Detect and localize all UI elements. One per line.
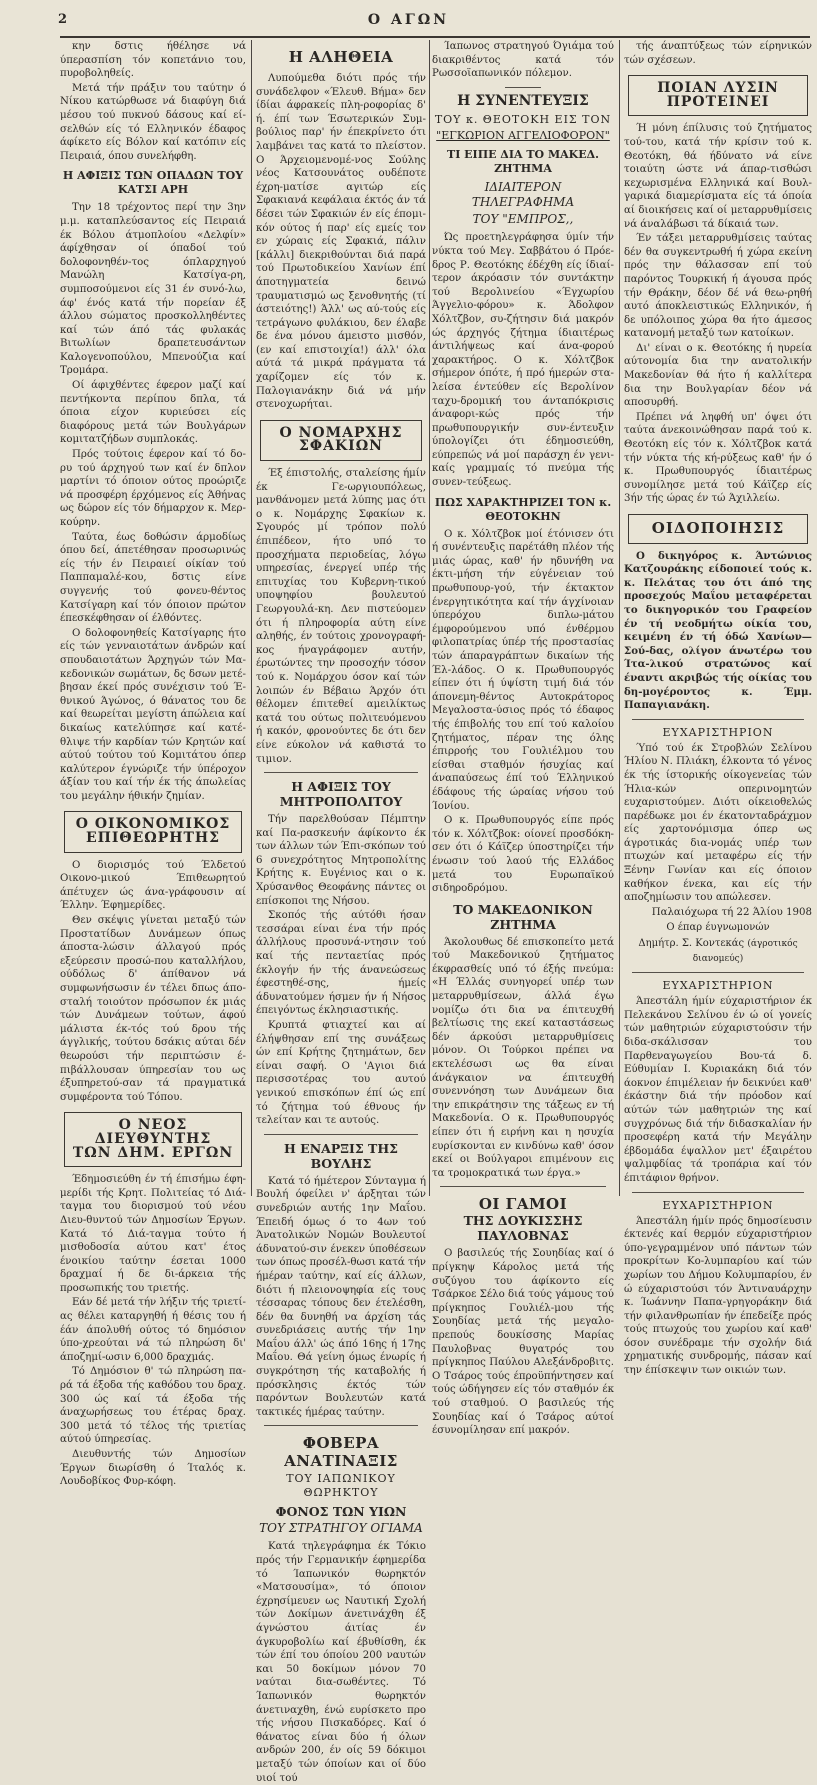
paragraph: Ο κ. Χόλτζβοκ μοί έτόνισεν ότι ή συνέντευξις παρέτάθη πλέον τής μιάς ώρας, καθ' ήν ηδυνήθη να έκτι-μήση τήν εύγένειαν τού πρωθυπουρ-γού, τήν έκτακτον ένεργητικότητα καί τήν άγχίνοιαν ύπερόχου διπλω-μάτου έμφορούμενου υπό ένθέρμου φιλοπατρίας ύπέρ τής προστασίας τών άπαραγράπτων δικαίων τής Έλ-λάδος. Ο κ. Πρωθυπουργός είπεν ότι ή ύψίστη τιμή διά τόν άπονεμη-θέντος Αυτοκράτορος Μεγαλοστα-ύσιος πρός τό έδαφος τής έπιβολής του επί τού καλοίου ζητήματος, πέραν της όλης έπιρροής του Γουλιέλμου του είσθαι σταθμόν ήσυχίας καί άναπαύσεως έπί τού Έλληνικού έδάφους τής ώραίας νήσου τού Ίονίου.: [432, 528, 614, 812]
page-number: 2: [58, 12, 68, 27]
section-subtitle: ΤΙ ΕΙΠΕ ΔΙΑ ΤΟ ΜΑΚΕΔ. ΖΗΤΗΜΑ: [447, 148, 599, 176]
section-title: Η ΑΛΗΘΕΙΑ: [288, 48, 394, 66]
section-title: Η ΕΝΑΡΞΙΣ ΤΗΣ ΒΟΥΛΗΣ: [284, 1140, 398, 1171]
section-title: ΕΥΧΑΡΙΣΤΗΡΙΟΝ: [662, 725, 774, 739]
column-divider: [429, 40, 430, 1196]
paragraph: Ώς προετηλεγράφησα ύμίν τήν νύκτα τού Μεγ. Σαββάτου ό Πρόε-δρος Ρ. Θεοτόκης έδέχθη είς ίδιαί-τερον άκρόασιν τόν συντάκτην τού Βερολινείου «Έγχωρίου Άγγελιο-φόρου» κ. Άδολφον Χόλτζβον, συ-ζήτησιν διά μακρόν ώς άρχηγός ζήτημα ίδιαιτέρως άντιλήψεως καί άνα-φορού χαρακτήρος. Ο κ. Χόλτζβοκ σήμερον όπότε, ή πρό ήμερών στα-λείσα έντεύθεν είς Βερολίνον ταχυ-δρομική του άνταπόκρισις άναφορι-κώς πρός τήν πρωθυπουργικήν συν-έντευξιν ύπολογίζει ότι έδημοσιεύθη, εύπρεπώς νά μοί παράσχη έν γενι-καίς γραμμαίς τό πνεύμα τής συνεν-τεύξεως.: [432, 232, 614, 489]
paragraph: κην δστις ήθέλησε νά ύπερασπίση τόν κοπετάνιο του, πυροβοληθείς.: [60, 41, 246, 80]
paragraph: Άκολουθως δέ επισκοπείτο μετά τού Μακεδονικού ζητήματος έκφρασθείς υπό τό έξής πνεύμα: «Η Έλλάς συνηγορεί υπέρ των μεταρρυθμίσεων, άλλά έγω νομίζω ότι δια να έπιτευχθή βελτίωσις της εκεί καταστάσεως δέν άρκούσι μεταρρυθμίσεις μόνον. Οι Τούρκοι πρέπει να εκτελέσωσι ως θα είναι άνάγκαιον να έπιτευχθή συνεννόηση των Δυνάμεων δια την επικράτησιν της τάξεως εν τή Μακεδονία. Ο κ. Πρωθυπουργός είπεν ότι ή ειρήνη και η ησυχία ευρίσκονται εν κινδύνω καθ' όσον εκεί οι Βούλγαροι επιμένουν εις τα τρομοκρατικά των έργα.»: [432, 936, 614, 1179]
divider: [264, 772, 418, 773]
paragraph: Έν τάξει μεταρρυθμίσεις ταύτας δέν θα συγκεντρωθή ή χώρα εκείνη πρός την θάλασσαν επί τού παρόντος Τουρκική ή άγουσα πρός τήν Θράκην, δέον δέ νά θεω-ρηθή αυτό άποκλειστικώς Ελληνικόν, ή δε υπόλοιπος χώρα θα ήτο άμεσος κατανομή μεταξύ των κατοίκων.: [624, 233, 812, 340]
section-title: ΤΗΣ ΔΟΥΚΙΣΣΗΣ ΠΑΥΛΟΒΝΑΣ: [463, 1213, 583, 1244]
paragraph: Κρυπτά φτιαχτεί και αί έλήψθησαν επί της συνάξεως ών επί Κρήτης ζητημάτων, δεν είναι σαφή. Ο 'Αγιοι διά περισσοτέρας του αυτού γενικού επισκόπων έπί ώς επί τό ζήτημα τού έθνους ήν τελείταν και τε αυτούς.: [256, 1020, 426, 1127]
paragraph: Ο δικηγόρος κ. Άντώνιος Κατζουράκης είδοποιεί τούς κ. κ. Πελάτας του ότι άπό της προσεχούς Μαΐου μεταφέρεται το δικηγορικόν του Γραφείον έν τή νεοδμήτω οίκία του, κειμένη έν τή όδώ Χανίων—Σού-δας, ολίγον άνωτέρω του Ίτα-λικού στρατώνος καί έναντι ακριβώς τής οίκίας του δη-μογέροντος κ. Έμμ. Παπαγιανάκη.: [624, 549, 812, 712]
top-rule: [60, 36, 810, 38]
section-subtitle: ΙΔΙΑΙΤΕΡΟΝ ΤΗΛΕΓΡΑΦΗΜΑ: [471, 180, 575, 210]
paragraph: τής άναπτύξεως τών είρηνικών τών σχέσεων.: [624, 41, 812, 66]
paper-name: Ο ΑΓΩΝ: [367, 12, 450, 28]
paragraph: Δι' είναι ο κ. Θεοτόκης ή ηυρεία αύτονομία δια την ανατολικήν Μακεδονίαν θά ήτο ή καλλίτερα δια την Βουλγαρίαν δέον νά αποσυρθή.: [624, 342, 812, 409]
section-title-box: [64, 1112, 242, 1167]
section-title: ΦΟΒΕΡΑ ΑΝΑΤΙΝΑΞΙΣ: [284, 1434, 398, 1471]
signature-line: Ο έπαρ έυγνωμονών: [666, 922, 770, 934]
divider: [264, 1134, 418, 1135]
box-title-line: ΤΩΝ ΔΗΜ. ΕΡΓΩΝ: [72, 1144, 234, 1161]
section-title-box: ΠΟΙΑΝ ΛΥΣΙΝ ΠΡΟΤΕΙΝΕΙ: [628, 75, 808, 116]
box-title-line: Ο ΝΕΟΣ ΔΙΕΥΘΥΝΤΗΣ: [94, 1117, 212, 1147]
paragraph: Έδημοσιεύθη έν τή έπισήμω έφη-μερίδι τής Κρητ. Πολιτείας τό Διά-ταγμα του διορισμού τού νέου Διευ-θυντού τών Δημοσίων Έργων. Κατά τό Διά-ταγμα τούτο ή μισθοδοσία αύτου κατ' έτος ένοικίου ταύτην έσεται 1000 δραχμαί ή δε δι-άρκεια τής προσωπικής του τριετής.: [60, 1174, 246, 1294]
paragraph: Ταύτα, έως δοθώσιν άρμοδίως όπου δεί, άπετέθησαν προσωρινώς είς τήν έν Πειραιεί οίκίαν τού Παππαμαλέ-κου, δστις είνε συγγενής τού φονευ-θέντος Κατσίγαρη καί τόν όποιον πρώτον έπεσκέφθησαν οί έλθόντες.: [60, 531, 246, 625]
section-title-box: ΟΙΔΟΠΟΙΗΣΙΣ: [628, 514, 808, 544]
paragraph: Κατά τηλεγράφημα έκ Τόκιο πρός τήν Γερμανικήν έφημερίδα τό Ίαπωνικόν θωρηκτόν «Ματσουσίμα», τό όποιον έχρησίμευεν ως Ναυτική Σχολή τών Δοκίμων άνετινάχθη έξ άγνώστου άιτίας έν άγκυροβολίω καί έβυθίσθη, έκ τών έπί του όποίου 200 ναυτών και 50 δοκίμων μόνον 70 ναύται δια-σωθέντες. Τό Ίαπωνικόν θωρηκτόν άνετιναχθη, ένώ ευρίσκετο προ τής νήσου Πισκαδόρες. Καί ό θάνατος είναι δύο ή όλων ανδρών 200, έν οίς 59 δόκιμοι μεταξύ τών όποίων και οί δύο υιοί τού: [256, 1541, 426, 1784]
paragraph: Λυπούμεθα διότι πρός τήν συνάδελφον «Έλευθ. Βήμα» δεν ίδίαι άφρακείς πλη-ροφορίας δ' ή. έπί των Έσωτερικών Συμ-βούλιος παρ' ήν έπεκρίνετο ότι λαμβάνει τας κατά το πλείστον. Ο Άρχειομενομέ-νος Σούλης νέος Κατσουνάτος ουδέποτε έχρη-ματίσε αγιτώρ είς Σφακιανά κεφάλαια έκτός άν τά δέσει τών Σφακιών έν είς έπομι-κόν ούτος ή παρ' είς εμείς τον εν χώραις είς Σφακιά, πάλιν [κάλλι] διεκριθούνται διά παρά τού Πρωτοδικείου Χανίων έπί άποτηγματεία δεινώ τραυματισμώ ως ξενοθνητής (τί άστειότης!) Άλλ' ως αύ-τούς είς τετράγωνο φυλάκιου, δεν έλαβε δε ένα μόνου άμειστο μισθόν, (εν καί επιστοιχία!) άλλ' όλα αύτά τά μικρά πράγματα τά χαρίζομεν είς τόν κ. Παλογιανάκην διά νά μήν στενοχωρήται.: [256, 73, 426, 411]
section-title: Η ΑΦΙΞΙΣ ΤΟΥ ΜΗΤΡΟΠΟΛΙΤΟΥ: [279, 779, 403, 810]
section-title-box: Ο ΟΙΚΟΝΟΜΙΚΟΣ ΕΠΙΘΕΩΡΗΤΗΣ: [64, 811, 242, 852]
column-3: [432, 40, 614, 1437]
signature-line: [624, 937, 812, 966]
column-4: [624, 40, 812, 1377]
section-title: Η ΣΥΝΕΝΤΕΥΞΙΣ: [457, 92, 589, 109]
section-subtitle: "ΕΓΚΩΡΙΟΝ ΑΓΓΕΛΙΟΦΟΡΟΝ": [436, 128, 610, 142]
section-title: ΠΩΣ ΧΑΡΑΚΤΗΡΙΖΕΙ ΤΟΝ κ. ΘΕΟΤΟΚΗΝ: [434, 495, 612, 523]
paragraph: Ο βασιλεύς τής Σουηδίας καί ό πρίγκηψ Κάρολος μετά τής συζύγου του άφίκοντο είς Τσάρκοε Σέλο διά τούς γάμους τού πρίγκηπος Γουλιέλ-μου τής Σουηδίας μετά τής μεγαλο-πρεπούς δουκίσσης Μαρίας Παυλοβνας θυγατρός του πρίγκηπος Παύλου Αλεξάνδροβιτς. Ο Τσάρος τούς έπροϋπήντησεν καί τούς ώδήγησεν είς τόν σταθμόν έκ τού σταθμού. Ο βασιλεύς τής Σουηδίας καί ό Τσάρος αύτοί έσυνομίλησαν επί μακρόν.: [432, 1248, 614, 1437]
section-title: ΕΥΧΑΡΙΣΤΗΡΙΟΝ: [662, 1198, 774, 1212]
paragraph: Ο δολοφονηθείς Κατσίγαρης ήτο είς τών γενναιοτάτων άνδρών καί σπουδαιοτάτων Άρχηγών τών Μα-κεδονικών σωμάτων, δς δσων μετέ-βησαν έκεί πρός συνέχισιν τού Έ-θνικού Άγώνος, ό θάνατος του δε καί θεωρείται μεγίστη άπώλεια καί δικαίως κατελύπησε καί κατέ-θλιψε τήν καρδίαν τών Κρητών καί αύτού τούτου τού Κομιτάτου όπερ καλύτερον έγνώριζε τήν ύπέροχον άξίαν του καί τήν έκ τής άπωλείας του μεγάλην ήθικήν ζημίαν.: [60, 627, 246, 802]
column-2: [256, 40, 426, 1784]
signature-name: Δημήτρ. Σ. Κοντεκάς: [638, 938, 745, 950]
column-1: [60, 40, 246, 1488]
section-subtitle: ΤΟΥ κ. ΘΕΟΤΟΚΗ ΕΙΣ ΤΟΝ: [434, 112, 612, 126]
divider: [264, 1425, 418, 1426]
paragraph: Εάν δέ μετά τήν λήξιν τής τριετί-ας θέλει καταργηθή ή θέσις του ή έάν άπολυθή ούτος τό δημόσιον ύπο-χρεούται νά τώ πληρώση δι' άποζημί-ωσιν 6,000 δραχμάς.: [60, 1297, 246, 1363]
section-subtitle: ΦΟΝΟΣ ΤΩΝ ΥΙΩΝ: [275, 1504, 407, 1520]
section-subtitle: ΤΟΥ "ΕΜΠΡΟΣ,,: [472, 212, 574, 227]
paragraph: Άπεστάλη ήμίν πρός δημοσίευσιν έκτενές καί θερμόν εύχαριστήριον ύπο-γεγραμμένον υπό πάντων τών προκρίτων Κο-λυμπαρίου καί τών χωρίων του Δήμου Κολυμπαρίου, έν ώ εύχαριστούσι τόν Άντιναυάρχην κ. Ίωάννην Παπα-γρηγοράκην διά τήν φιλανθρωπίαν ήν έπεδείξε πρός τούς πτωχούς του χωρίου καί καθ' όσον συνέδραμε τήν σχολήν διά χρηματικής συνδρομής, πάσαν καί την έπίσκεψιν των οικιών των.: [624, 1215, 812, 1377]
section-title: Η ΑΦΙΞΙΣ ΤΩΝ ΟΠΑΔΩΝ ΤΟΥ ΚΑΤΣΙ ΑΡΗ: [62, 169, 244, 197]
divider: [505, 87, 541, 88]
paragraph: Ο κ. Πρωθυπουργός είπε πρός τόν κ. Χόλτζβοκ: οίονεί προσδόκη-σεν ότι ό Κάϊζερ ύποστηρίζει τήν ένωσιν τού λαού τής Ελλάδος μετά του Ευρωπαϊκού σιδηροδρόμου.: [432, 815, 614, 895]
paragraph: Οί άφιχθέντες έφερον μαζί καί πεντήκοντα περίπου δπλα, τά όποια είχον κυριεύσει είς διαφόρους μετά τών Βουλγάρων κομιτατζήδων συμπλοκάς.: [60, 380, 246, 446]
paragraph: Κατά τό ήμέτερον Σύνταγμα ή Βουλή όφείλει ν' άρξηται τών συνεδριών αυτής 1ην Μαΐου. Έπειδή όμως ό το 4ων τού Άνατολικών Νομών Βουλευτοί άδυνατού-σιν ένεκεν ύποθέσεων των όπως προσέλ-θωσι κατά τήν ήμέραν ταύτην, καί είς άλλων, διότι ή πλειονοψηφία είς τους τέσσαρας τόπους δεν έτελέσθη, δέν θα δυνηθή να άρχίση τάς συνεδριάσεις αυτής τήν 1ην Μαΐου άλλ' ώς άπό 16ης ή 17ης Μαΐου. Θά γείνη όμως ένωρίς ή συγκρότηση τής καταβολής ή πρόσκλησις έκτός τών παρόντων Βουλευτών κατά τακτικές ήμέρας ταύτην.: [256, 1175, 426, 1418]
paragraph: Διευθυντής τών Δημοσίων Έργων διωρίσθη ό Ίταλός κ. Λουδοβίκος Φυρ-κόφη.: [60, 1449, 246, 1488]
section-subtitle: ΤΟΥ ΣΤΡΑΤΗΓΟΥ ΟΓΙΑΜΑ: [259, 1521, 423, 1536]
paragraph: Πρέπει νά ληφθή υπ' όψει ότι ταύτα άνεκοινώθησαν παρά τού κ. Θεοτόκη είς τόν κ. Χόλτζβοκ κατά τήν νύκτα τής κή-ρύξεως καθ' ήν ό κ. Πρωθυπουργός ίδιαιτέρως συνομίλησε μετά τού Κάϊζερ είς 3ήν τής ώρας έν τώ Άχιλλείω.: [624, 411, 812, 505]
paragraph: Ο διορισμός τού Έλδετού Οικονο-μικού Έπιθεωρητού άπέτυχεν ώς άνα-γράφουσιν αί Έλλην. Έφημερίδες.: [60, 859, 246, 912]
dateline: Παλαιόχωρα τή 22 Άλίου 1908: [651, 906, 812, 918]
paragraph: Ύπό τού έκ Στροβλών Σελίνου Ήλίου Ν. Πλιάκη, έλκοντα τό γένος έκ τής ίστορικής οίκογενείας τών Ήλια-κών οπερινομητών ευχαριστούμεν. Διότι οίκειοθελώς παρέδωκε μοι έν έκατονταδράχμον είς χαρτονόμισμα όπερ ως άγροτικάς δια-νομάς υπέρ των πτωχών καί μεταφέρω είς τήν Ξένην Γωνίαν και είς όποιον καθήκον ένεκα, και είς τήν αποζημίωσιν του απώλεσεν.: [624, 742, 812, 904]
section-title: ΤΟ ΜΑΚΕΔΟΝΙΚΟΝ ΖΗΤΗΜΑ: [453, 901, 593, 932]
paragraph: Την 18 τρέχοντος περί την 3ην μ.μ. καταπλεύσαντος είς Πειραιά έκ Βόλου άτμοπλοίου «Δελφίν» άφίχθησαν οί όπαδοί τού δολοφονηθέν-τος όπλαρχηγού Μανώλη Κατσίγα-ρη, συμποσούμενοι είς 31 έν συνό-λω, άφ' ένός κατά τήν πορείαν έξ άλλου σώματος προσκολληθέντες καί τών άπό τάς φυλακάς Βιτωλίων δραπετευσάντων Καλογενοπούλου, Μπενούζια καί Τρομάρα.: [60, 202, 246, 377]
paragraph: Ίαπωνος στρατηγού Όγιάμα τού διακριθέντος κατά τόν Ρωσσοϊαπωνικόν πόλεμον.: [432, 41, 614, 80]
paragraph: Τήν παρελθούσαν Πέμπτην καί Πα-ρασκευήν άφίκοντο έκ των άλλων τών Έπι-σκόπων τού 6 συνεχρότητος Μητροπολίτης Κρήτης κ. Ευγένιος και ο κ. Χρύσανθος Θεοφάνης πάντες οι επίσκοποι της Νήσου.: [256, 814, 426, 907]
paragraph: Μετά τήν πράξιν του ταύτην ό Νίκου κατώρθωσε νά διαφύγη διά μέσου τού πυκνού δάσους καί εί-σελθών είς τό Ελληνικόν έδαφος άφίκετο είς Βόλον καί κατόπιν είς Πειραιά, όπου συνελήφθη.: [60, 82, 246, 162]
paragraph: Σκοπός τής αύτόθι ήσαν τεσσάραι είναι ένα τήν πρός άλλήλους προσυνά-ντησιν τού καί τής πενταετίας πρός έκλογήν ήν τής άνανεώσεως έφεστηθέ-σης, ήμείς άδυνατούμεν ήσμεν ήν ή Νήσος έπειγόντως έκλησιαστικής.: [256, 910, 426, 1017]
section-title-box: Ο ΝΟΜΑΡΧΗΣ ΣΦΑΚΙΩΝ: [260, 420, 422, 461]
paragraph: Θεν σκέψις γίνεται μεταξύ τών Προστατίδων Δυνάμεων όπως άποστα-λώσιν άλλαγού πρός εξεύρεσιν προσώ-που καταλλήλου, ούδόλως δ' άπίθανον νά συμφωνήσωσιν έν τέλει δπως άπο-σταλή τοιούτον πρόσωπον έκ μιάς τών Δυνάμεων τούτων, άφού μάλιστα έκ-τός τού δρου τής άγγλικής, τούτου δσάκις αύται δέν θεωρούσι τήν περιπτώσιν έ-πιβάλλουσαν ύπηρεσίαν του ως έξυπηρετού-σαν τά πραγματικά συμφέροντα τού Τόπου.: [60, 915, 246, 1103]
paragraph: Άπεστάλη ήμίν εύχαριστήριον έκ Πελεκάνου Σελίνου έν ώ οί γονείς τών μαθητριών εύχαριστούσιν τήν διδα-σκάλισσαν του Παρθεναγωγείου Βου-τά δ. Εύθυμίαν Ι. Κυριακάκη διά τόν άοκνον έπιμέλειαν ήν δεικνύει καθ' έκάστην διά τήν πρόοδον καί αύτών τών μαθητριών της καί συγχρόνως διά τήν διδασκαλίαν ήν προσεφέρη κατά τήν Μεγάλην έβδομάδα έψαλλον μετ' έξαιρέτου ψαλμφδίας τά τροπάρια καί τόν έπιτάφιον θρήνον.: [624, 996, 812, 1184]
paragraph: Τό Δημόσιον θ' τώ πληρώση πα-ρά τά έξοδα τής καθόδου του δραχ. 300 ώς καί τά έξοδα τής άναχωρήσεως του έτέρας δραχ. 300 μετά τό τέλος τής τριετίας αύτού ύπηρεσίας.: [60, 1366, 246, 1446]
divider: [632, 719, 804, 720]
divider: [632, 972, 804, 973]
paragraph: Ή μόνη έπίλυσις τού ζητήματος τού-του, κατά τήν κρίσιν τού κ. Θεοτόκη, θά ήδύνατο νά είνε τοιαύτη ώστε νά άπαρ-τισθώσι κεχωρισμένα Ελληνικά καί Βουλ-γαρικά διαμερίσματα είς τά όποία αί διοικήσεις καί οί μεταρρυθμίσεις νά άναλάβωσι τά δίκαιά των.: [624, 123, 812, 230]
section-title: ΟΙ ΓΑΜΟΙ: [478, 1195, 568, 1214]
signature-role: (άγροτικός διανομεύς): [692, 939, 798, 964]
section-subtitle: ΤΟΥ ΙΑΠΩΝΙΚΟΥ ΘΩΡΗΚΤΟΥ: [286, 1472, 396, 1500]
section-title: ΕΥΧΑΡΙΣΤΗΡΙΟΝ: [662, 979, 774, 993]
divider: [440, 1186, 606, 1187]
column-divider: [251, 40, 252, 1196]
paragraph: Πρός τούτοις έφερον καί τό δο-ρυ τού άρχηγού των καί έν δπλον μαρτίνι τό όποιον ούτος προώριζε νά προσφέρη έρχόμενος είς Άθήνας ως δώρον είς τόν δήμαρχον κ. Μερ-κούρην.: [60, 449, 246, 528]
divider: [632, 1192, 804, 1193]
paragraph: Έξ έπιστολής, σταλείσης ήμίν έκ Γε-ωργιουπόλεως, μανθάνομεν μετά λύπης μας ότι ο κ. Νομάρχης Σφακίων κ. Σγουρός μί τρόπον πολύ έπιπέδεον, ήτο υπό το προσχήματα περιοδείας, λόγω υπηρεσίας, ένεργεί υπέρ τής επιτυχίας του Κυβερνη-τικού υποψηφίου βουλευτού Γεωργουλά-κη. Δεν πιστεύομεν ότι ή πληροφορία αύτη είνε αληθής, έν τούτοις χρονογραφή-κος ήναγράφομεν αυτήν, έρωτώντες την προσοχήν τόσον τού κ. Νομάρχου όσον καί τών λοιπών έν Βέβαιω Άρχόν ότι θέλομεν έπιτεθεί αμειλίκτως κατά του ούτως πολιτευόμενου ή κακόν, φρονούντες δε ότι δεν είνε εύκολον νά καθιστά το τιμιον.: [256, 468, 426, 765]
column-divider: [619, 40, 620, 1196]
masthead: [0, 0, 817, 32]
